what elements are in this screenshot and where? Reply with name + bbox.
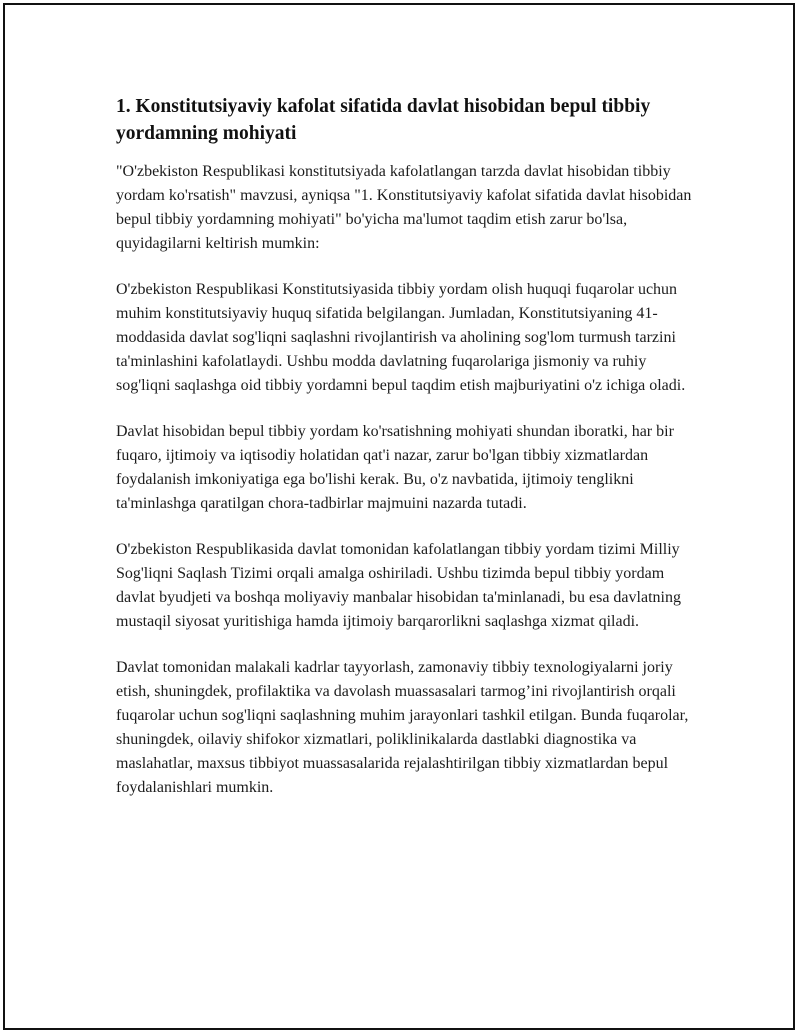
section-heading: 1. Konstitutsiyaviy kafolat sifatida davlat hisobidan bepul tibbiy yordamning mohiyati <box>116 96 651 144</box>
document-body <box>116 93 696 822</box>
paragraph-health-system: O'zbekiston Respublikasida davlat tomonidan kafolatlangan tibbiy yordam tizimi Milliy Sog'liqni Saqlash Tizimi orqali amalga oshiriladi. Ushbu tizimda bepul tibbiy yordam davlat byudjeti va boshqa moliyaviy manbalar hisobidan ta'minlanadi, bu esa davlatning mustaqil siyosat yuritishiga hamda ijtimoiy barqarorlikni saqlashga xizmat qiladi. <box>116 541 681 630</box>
paragraph-constitution-article: O'zbekiston Respublikasi Konstitutsiyasida tibbiy yordam olish huquqi fuqarolar uchun muhim konstitutsiyaviy huquq sifatida belgilangan. Jumladan, Konstitutsiyaning 41-moddasida davlat sog'liqni saqlashni rivojlantirish va aholining sog'lom turmush tarzini ta'minlashini kafolatlaydi. Ushbu modda davlatning fuqarolariga jismoniy va ruhiy sog'liqni saqlashga oid tibbiy yordamni bepul taqdim etish majburiyatini o'z ichiga oladi. <box>116 281 686 394</box>
paragraph-intro: "O'zbekiston Respublikasi konstitutsiyada kafolatlangan tarzda davlat hisobidan tibbiy yordam ko'rsatish" mavzusi, ayniqsa "1. Konstitutsiyaviy kafolat sifatida davlat hisobidan bepul tibbiy yordamning mohiyati" bo'yicha ma'lumot taqdim etish zarur bo'lsa, quyidagilarni keltirish mumkin: <box>116 163 692 252</box>
paragraph-essence: Davlat hisobidan bepul tibbiy yordam ko'rsatishning mohiyati shundan iboratki, har bir fuqaro, ijtimoiy va iqtisodiy holatidan qat'i nazar, zarur bo'lgan tibbiy xizmatlardan foydalanish imkoniyatiga ega bo'lishi kerak. Bu, o'z navbatida, ijtimoiy tenglikni ta'minlashga qaratilgan chora-tadbirlar majmuini nazarda tutadi. <box>116 423 674 512</box>
paragraph-services: Davlat tomonidan malakali kadrlar tayyorlash, zamonaviy tibbiy texnologiyalarni joriy etish, shuningdek, profilaktika va davolash muassasalari tarmog’ini rivojlantirish orqali fuqarolar uchun sog'liqni saqlashning muhim jarayonlari tashkil etilgan. Bunda fuqarolar, shuningdek, oilaviy shifokor xizmatlari, poliklinikalarda dastlabki diagnostika va maslahatlar, maxsus tibbiyot muassasalarida rejalashtirilgan tibbiy xizmatlardan bepul foydalanishlari mumkin. <box>116 659 689 796</box>
